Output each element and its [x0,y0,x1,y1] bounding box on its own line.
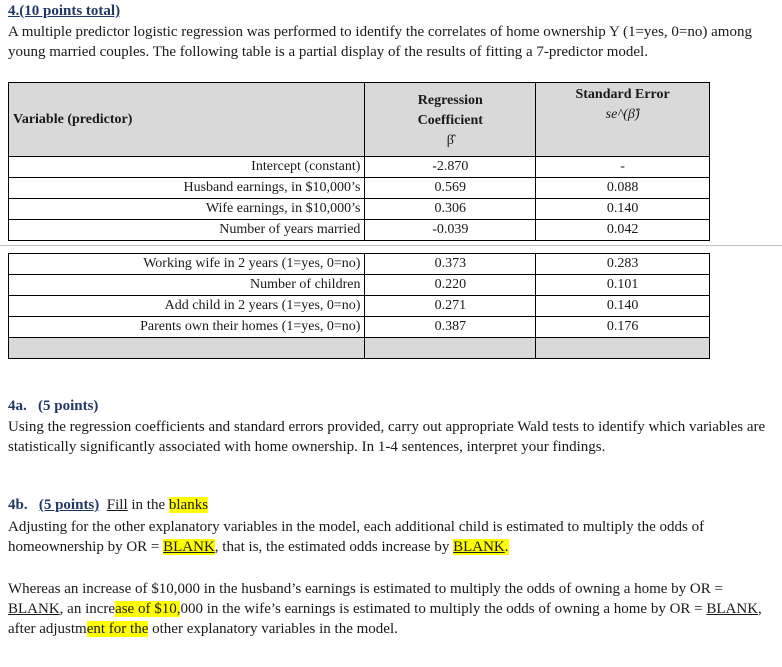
row-variable: Number of children [9,275,365,296]
row-se: 0.283 [536,254,710,275]
table-row [9,220,710,241]
blank-4: BLANK [706,601,759,617]
row-variable: Wife earnings, in $10,000’s [9,199,365,220]
row-variable: Parents own their homes (1=yes, 0=no) [9,317,365,338]
empty-cell [9,338,365,359]
row-variable: Husband earnings, in $10,000’s [9,178,365,199]
in-the-text: in the [131,497,166,513]
p2-text-d: 000 in the wife’s earnings is estimated to multiply the odds of owning a home by OR = [180,601,707,617]
table-row-empty [9,338,710,359]
row-coef: 0.271 [365,296,536,317]
beta-hat-symbol: β̂ [446,132,454,148]
question-points: (10 points total) [19,3,121,19]
row-se: 0.140 [536,199,710,220]
row-se: 0.176 [536,317,710,338]
part-b-points: (5 points) [38,497,100,513]
table-row [9,178,710,199]
p2-text-e: , after adjustm [8,601,762,637]
p2-text-b: , an incre [59,601,116,617]
row-se: 0.088 [536,178,710,199]
part-a-points: (5 points) [38,398,99,414]
empty-cell [536,338,710,359]
blank-3: BLANK [8,601,60,617]
part-a-label: 4a. [8,398,27,414]
question-heading [8,3,120,20]
part-a-text: Using the regression coefficients and standard errors provided, carry out appropriate Wald tests to identify which variables are statistically significantly associated with home ownership. In 1-4 sentences, interpret your findings. [8,419,766,455]
row-se: 0.042 [536,220,710,241]
table-row [9,254,710,275]
row-variable: Add child in 2 years (1=yes, 0=no) [9,296,365,317]
table-row [9,199,710,220]
row-variable: Number of years married [9,220,365,241]
part-b-label: 4b. [8,497,28,513]
row-coef: 0.306 [365,199,536,220]
fill-word: Fill [106,497,128,513]
header-se-label: Standard Error [575,87,670,102]
p1-end: . [504,539,509,555]
question-number: 4. [8,3,20,19]
p2-highlight-2: ent for the [86,621,149,637]
row-se: 0.101 [536,275,710,296]
blank-1: BLANK [163,539,215,555]
header-coefficient [365,83,536,157]
p1-text-a: Adjusting for the other explanatory variables in the model, each additional child is estimated to multiply the odds of homeownership by OR = [8,519,705,555]
part-b-heading [8,497,208,514]
row-coef: 0.220 [365,275,536,296]
regression-table-part2 [8,253,710,359]
part-b-paragraph-2 [8,579,778,639]
row-coef: 0.373 [365,254,536,275]
empty-cell [365,338,536,359]
p1-text-b: , that is, the estimated odds increase by [214,539,454,555]
p2-text-a: Whereas an increase of $10,000 in the husband’s earnings is estimated to multiply the odds of owning a home by OR = [8,581,723,597]
table-row [9,275,710,296]
part-a-heading [8,398,98,415]
row-se: 0.140 [536,296,710,317]
regression-table-part1 [8,82,710,241]
part-b-paragraph-1 [8,517,778,557]
p2-text-g: other explanatory variables in the model. [148,621,398,637]
page-break-divider [0,245,782,246]
row-coef: -0.039 [365,220,536,241]
row-coef: -2.870 [365,157,536,178]
question-intro: A multiple predictor logistic regression was performed to identify the correlates of home ownership Y (1=yes, 0=no) among young married couples. The following table is a partial display of the results of fitting a 7-predictor model. [8,24,752,60]
row-coef: 0.569 [365,178,536,199]
row-se: - [536,157,710,178]
blank-2: BLANK [453,539,505,555]
row-coef: 0.387 [365,317,536,338]
row-variable: Working wife in 2 years (1=yes, 0=no) [9,254,365,275]
row-variable: Intercept (constant) [9,157,365,178]
header-coef-line1: Regression [417,92,483,108]
table-row [9,157,710,178]
table-row [9,296,710,317]
blanks-word: blanks [168,497,209,513]
header-variable: Variable (predictor) [9,83,365,157]
header-standard-error [536,83,710,157]
table-row [9,317,710,338]
header-coef-line2: Coefficient [417,112,483,128]
p2-highlight-1: ase of $10, [115,601,181,617]
se-symbol: se^(β̂) [605,107,640,122]
